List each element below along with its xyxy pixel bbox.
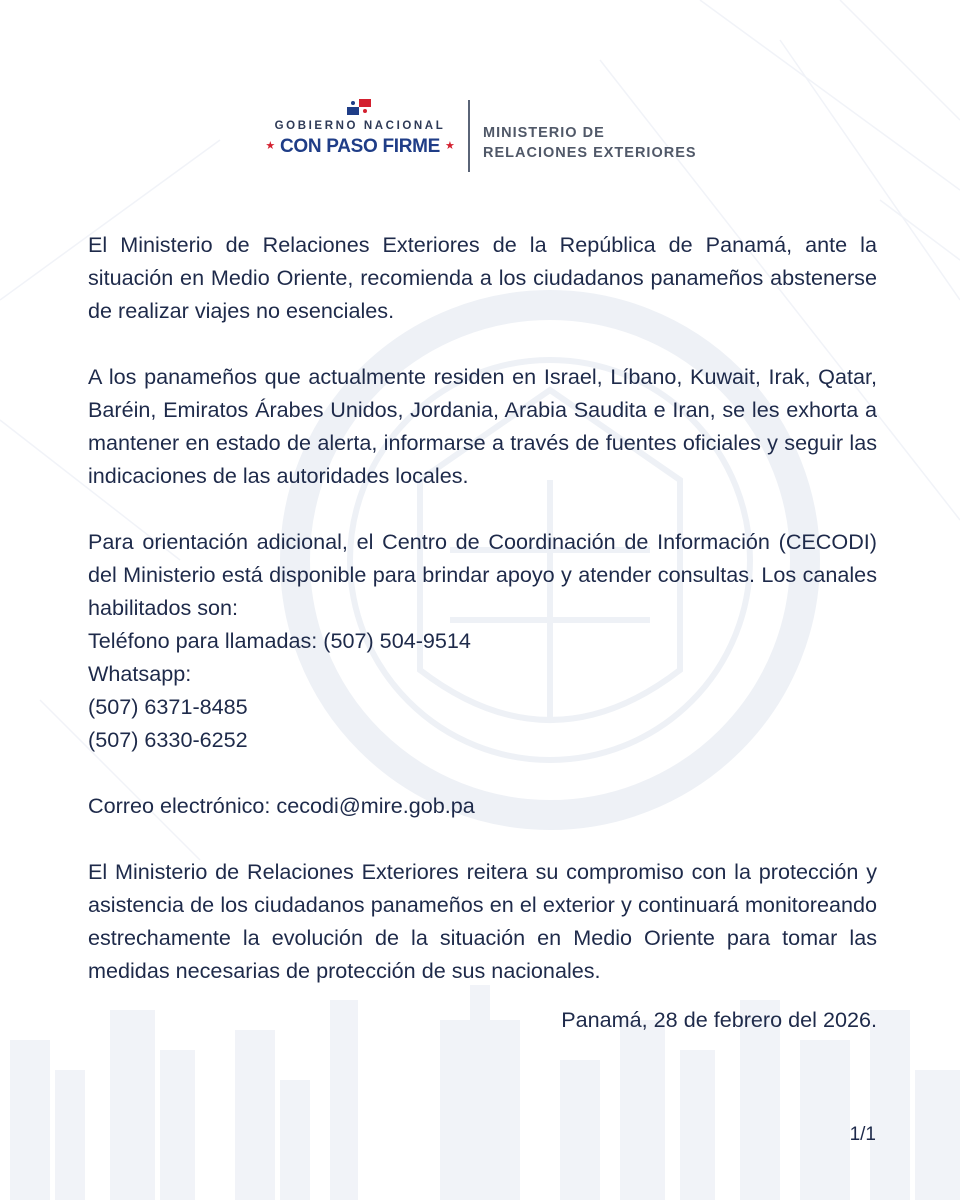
- phone-line: Teléfono para llamadas: (507) 504-9514: [88, 628, 471, 653]
- email-line: Correo electrónico: cecodi@mire.gob.pa: [88, 793, 475, 818]
- page-number: 1/1: [849, 1124, 876, 1145]
- paragraph-3: Para orientación adicional, el Centro de Coordinación de Información (CECODI) del Ministerio está disponible para brindar apoyo y atender consultas. Los canales habilitados son:: [88, 529, 877, 620]
- ministry-line2: RELACIONES EXTERIORES: [483, 145, 697, 161]
- ministry-name: [483, 123, 743, 163]
- red-star-icon: ★: [445, 140, 455, 152]
- government-logo: [262, 96, 458, 166]
- whatsapp-label: Whatsapp:: [88, 661, 192, 686]
- paragraph-2: A los panameños que actualmente residen en Israel, Líbano, Kuwait, Irak, Qatar, Baréin, Emiratos Árabes Unidos, Jordania, Arabia Saudita e Iran, se les exhorta a mantener en estado de alerta, informarse a través de fuentes oficiales y seguir las indicaciones de las autoridades locales.: [88, 364, 877, 488]
- paragraph-4: El Ministerio de Relaciones Exteriores reitera su compromiso con la protección y asistencia de los ciudadanos panameños en el exterior y continuará monitoreando estrechamente la evolución de la situación en Medio Oriente para tomar las medidas necesarias de protección de sus nacionales.: [88, 859, 877, 983]
- slogan-text: CON PASO FIRME: [279, 136, 441, 157]
- statement-body: [88, 228, 877, 1020]
- paragraph-1: El Ministerio de Relaciones Exteriores de la República de Panamá, ante la situación en Medio Oriente, recomienda a los ciudadanos panameños abstenerse de realizar viajes no esenciales.: [88, 232, 877, 323]
- letterhead: [0, 96, 960, 176]
- government-label: GOBIERNO NACIONAL: [274, 120, 446, 132]
- whatsapp-number: (507) 6330-6252: [88, 727, 248, 752]
- panama-flag-icon: [347, 99, 371, 115]
- header-divider: [468, 100, 470, 172]
- place-and-date: Panamá, 28 de febrero del 2026.: [561, 1007, 877, 1032]
- ministry-line1: MINISTERIO DE: [483, 125, 605, 141]
- red-star-icon: ★: [265, 140, 275, 152]
- whatsapp-number: (507) 6371-8485: [88, 694, 248, 719]
- government-slogan: [262, 136, 458, 158]
